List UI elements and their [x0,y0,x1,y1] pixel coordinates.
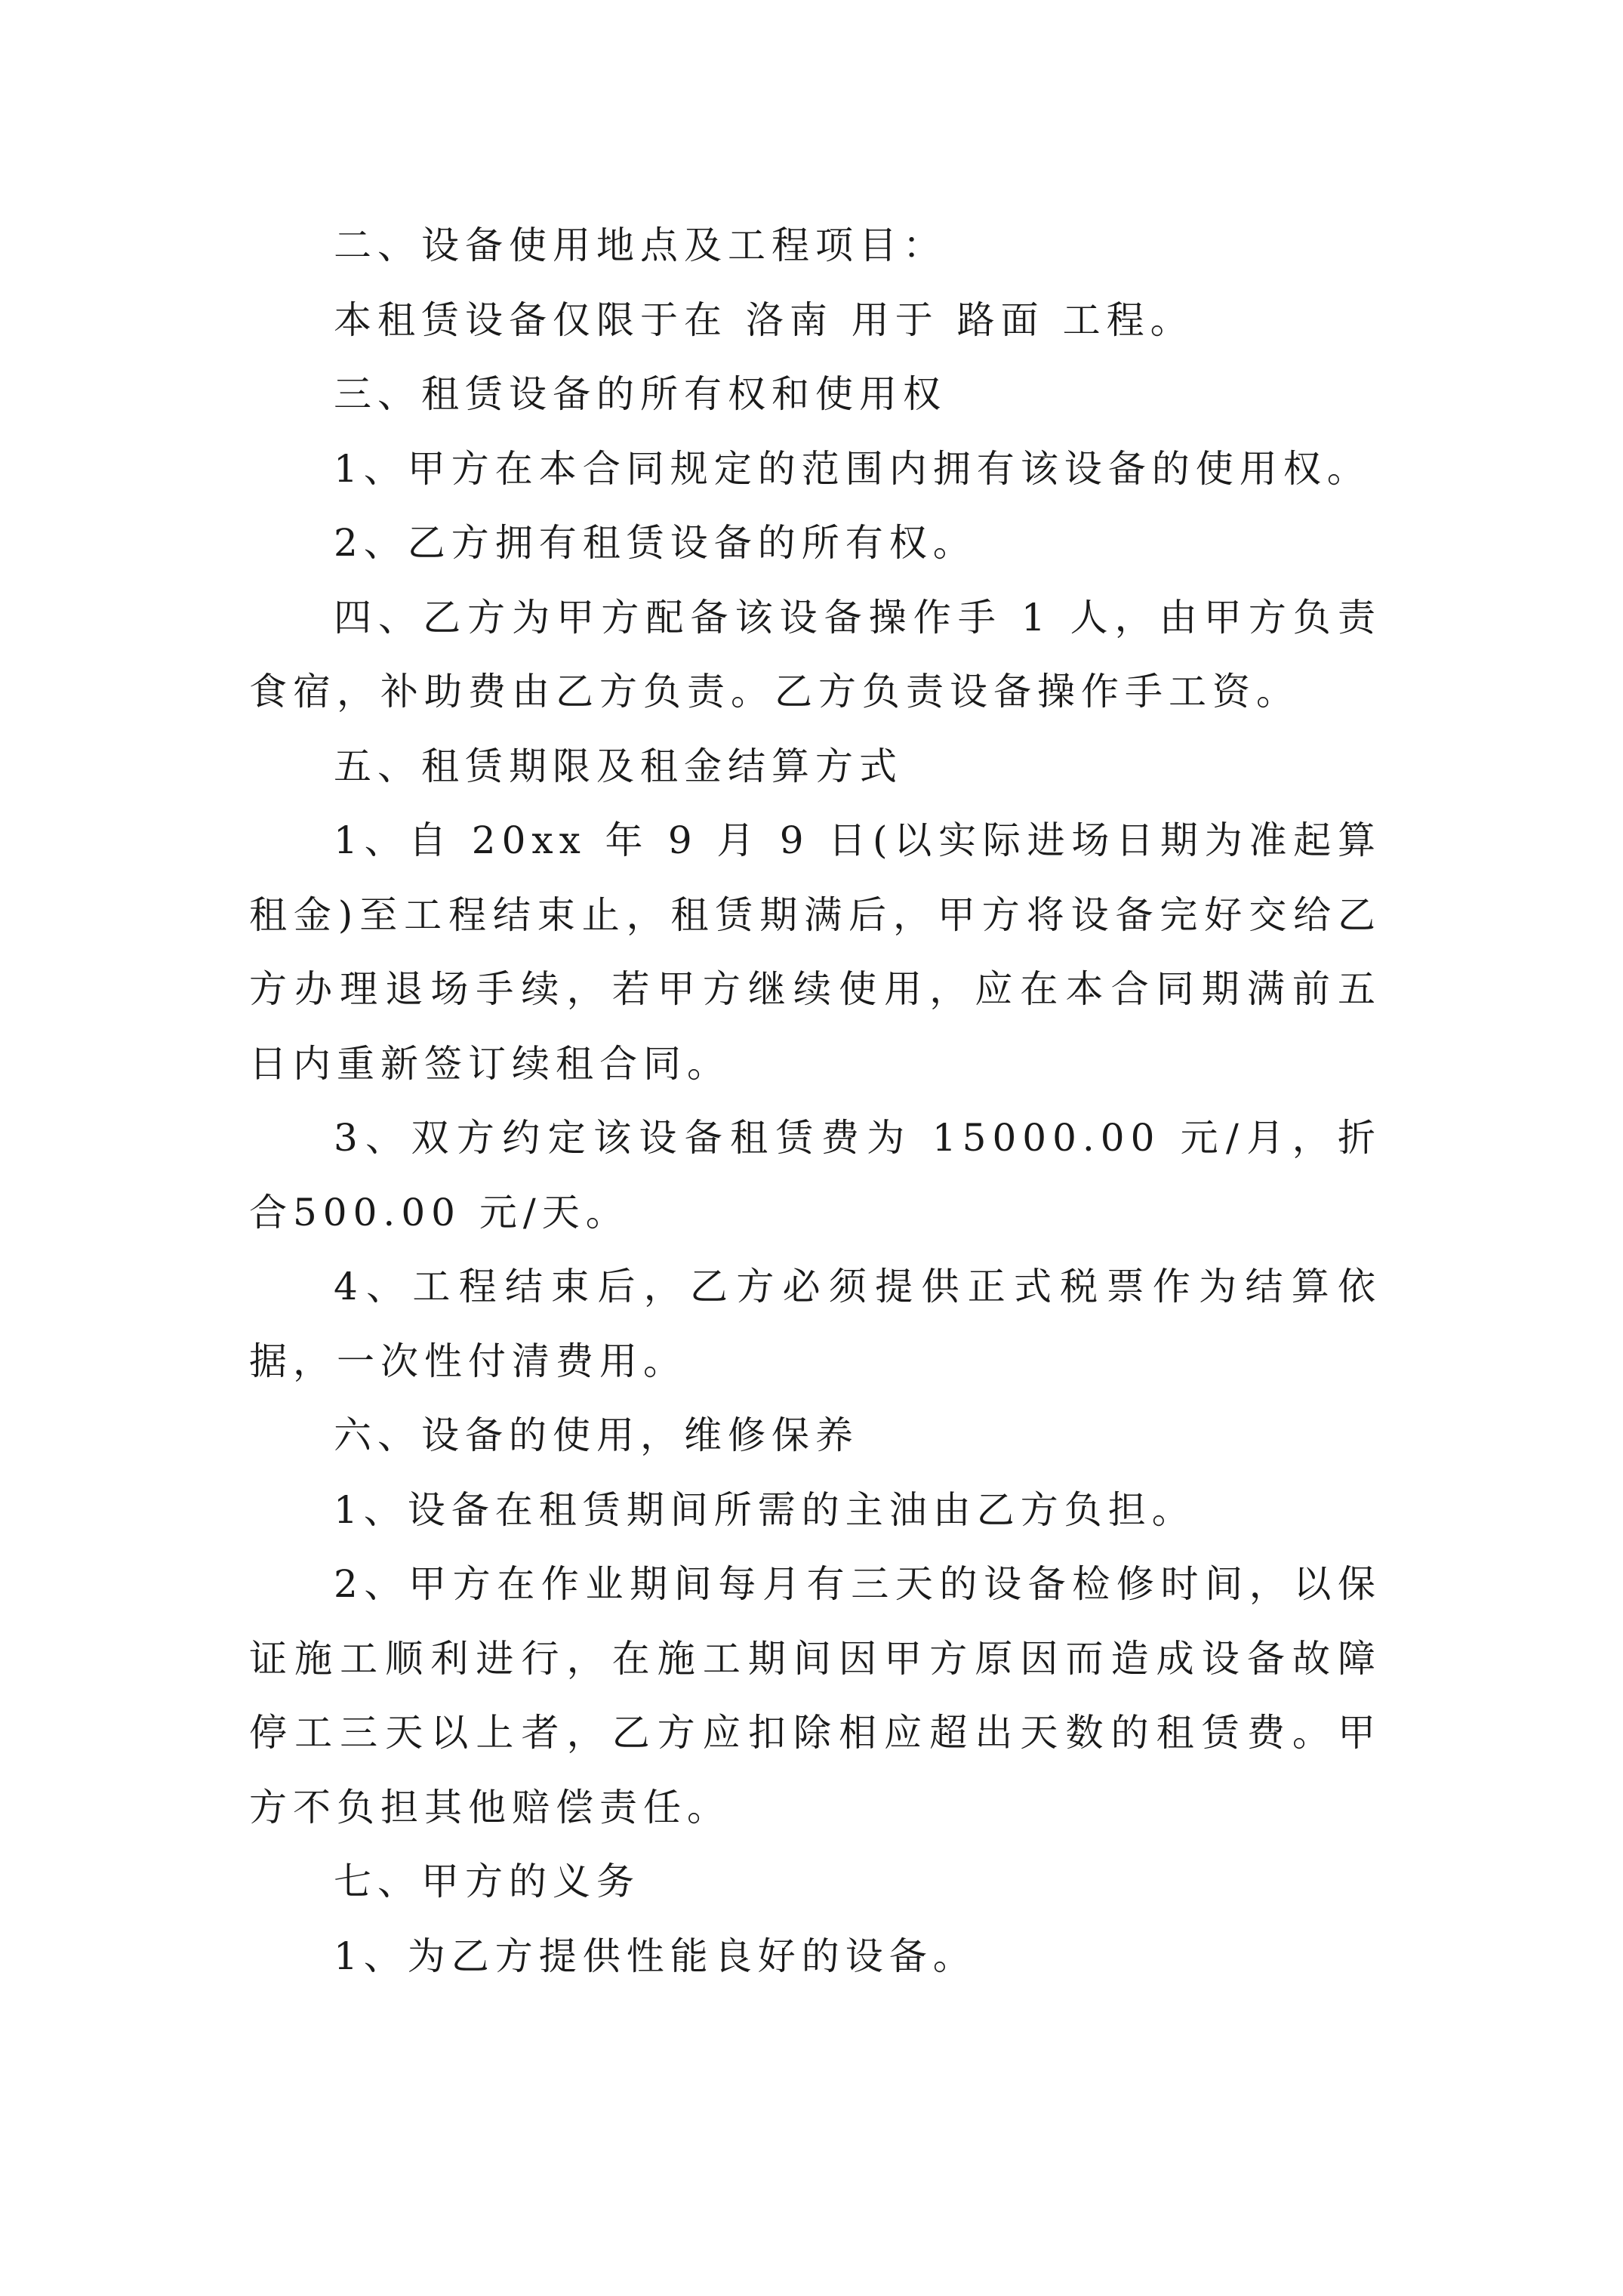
paragraph-ownership: 2、乙方拥有租赁设备的所有权。 [334,521,977,565]
paragraph-section-4-operator: 四、乙方为甲方配备该设备操作手 1 人，由甲方负责食宿，补助费由乙方负责。乙方负责设备操作手工资。 [249,595,1381,713]
paragraph-fuel: 1、设备在租赁期间所需的主油由乙方负担。 [334,1487,1196,1532]
paragraph-section-3-heading: 三、租赁设备的所有权和使用权 [334,372,947,416]
paragraph-party-a-duty-1: 1、为乙方提供性能良好的设备。 [334,1934,977,1978]
document-body [249,208,1381,1993]
paragraph-section-2-heading: 二、设备使用地点及工程项目： [334,223,947,267]
paragraph-settlement: 4、工程结束后，乙方必须提供正式税票作为结算依据，一次性付清费用。 [249,1265,1381,1383]
paragraph-section-5-heading: 五、租赁期限及租金结算方式 [334,744,903,788]
paragraph-section-6-heading: 六、设备的使用，维修保养 [334,1413,859,1457]
paragraph-lease-term: 1、自 20xx 年 9 月 9 日(以实际进场日期为准起算租金)至工程结束止，租赁期满后，甲方将设备完好交给乙方办理退场手续，若甲方继续使用，应在本合同期满前五日内重新签订续租合同。 [249,818,1381,1086]
paragraph-section-7-heading: 七、甲方的义务 [334,1860,640,1903]
paragraph-usage-right: 1、甲方在本合同规定的范围内拥有该设备的使用权。 [334,446,1371,491]
paragraph-rental-fee: 3、双方约定该设备租赁费为 15000.00 元/月，折合500.00 元/天。 [249,1116,1381,1234]
paragraph-maintenance: 2、甲方在作业期间每月有三天的设备检修时间，以保证施工顺利进行，在施工期间因甲方原因而造成设备故障停工三天以上者，乙方应扣除相应超出天数的租赁费。甲方不负担其他赔偿责任。 [249,1562,1381,1829]
paragraph-usage-location: 本租赁设备仅限于在 洛南 用于 路面 工程。 [334,297,1194,342]
